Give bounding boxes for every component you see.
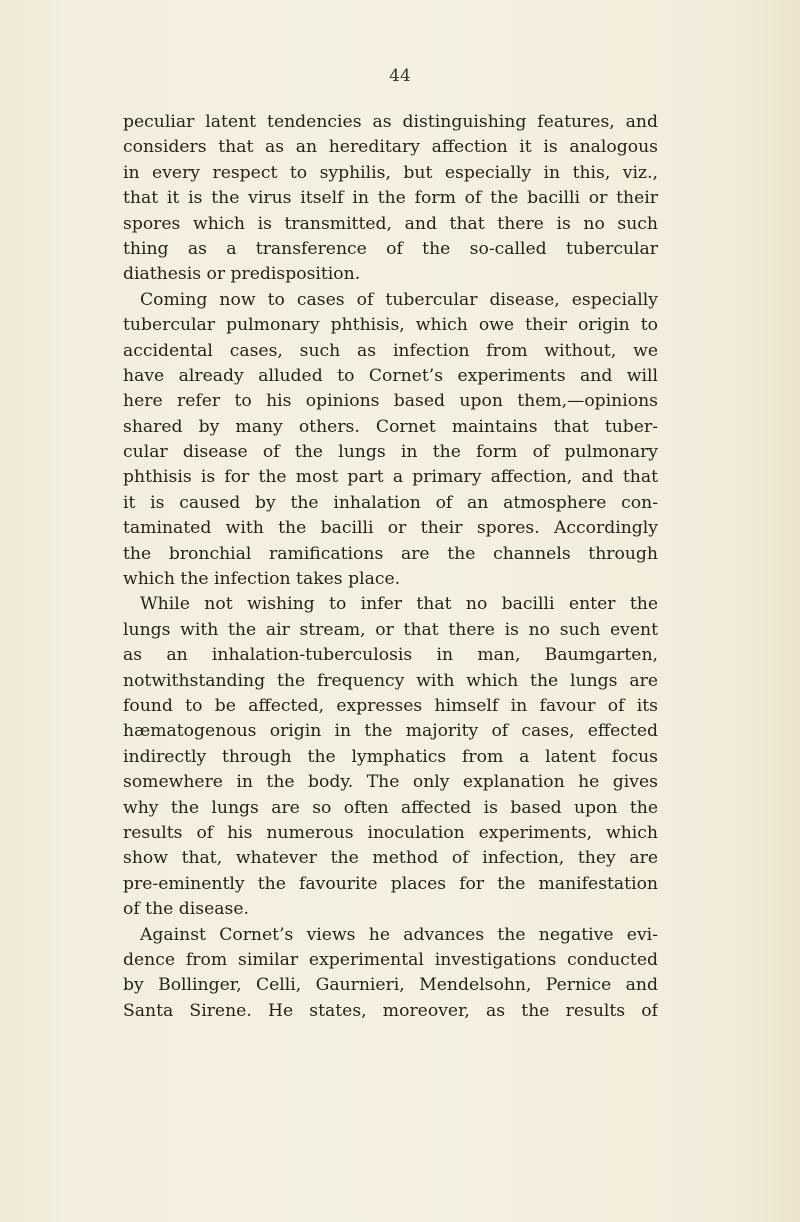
text-line: which the infection takes place. xyxy=(123,569,401,590)
text-line: tubercular pulmonary phthisis, which owe their origin to xyxy=(123,315,658,336)
text-line: dence from similar experimental investigations conducted xyxy=(123,949,658,970)
text-line: lungs with the air stream, or that there is no such event xyxy=(123,619,658,640)
text-line: taminated with the bacilli or their spores. Accordingly xyxy=(123,518,658,539)
text-line: Coming now to cases of tubercular disease, especially xyxy=(140,289,658,310)
text-line: show that, whatever the method of infection, they are xyxy=(123,848,658,869)
text-line: indirectly through the lymphatics from a latent focus xyxy=(123,746,658,767)
text-line: in every respect to syphilis, but especially in this, viz., xyxy=(123,162,658,183)
text-line: the bronchial ramifications are the channels through xyxy=(123,543,658,564)
text-line: thing as a transference of the so-called tubercular xyxy=(123,238,658,259)
text-line: hæmatogenous origin in the majority of cases, effected xyxy=(123,721,658,742)
text-line: here refer to his opinions based upon them,—opinions xyxy=(123,391,658,412)
text-line: pre-eminently the favourite places for the manifestation xyxy=(123,873,658,894)
body-text xyxy=(123,110,658,1024)
text-line: considers that as an hereditary affection it is analogous xyxy=(123,137,658,158)
text-line: notwithstanding the frequency with which the lungs are xyxy=(123,670,658,691)
text-line: of the disease. xyxy=(123,899,249,920)
text-line: diathesis or predisposition. xyxy=(123,264,361,285)
text-line: Santa Sirene. He states, moreover, as the results of xyxy=(123,1000,658,1021)
text-line: accidental cases, such as infection from without, we xyxy=(123,340,658,361)
text-line: phthisis is for the most part a primary affection, and that xyxy=(123,467,658,488)
text-line: peculiar latent tendencies as distinguishing features, and xyxy=(123,112,658,132)
text-line: shared by many others. Cornet maintains that tuber- xyxy=(123,416,658,437)
text-line: it is caused by the inhalation of an atmosphere con- xyxy=(123,492,658,513)
text-line: While not wishing to infer that no bacilli enter the xyxy=(140,594,658,615)
text-line: that it is the virus itself in the form of the bacilli or their xyxy=(123,188,658,209)
text-line: somewhere in the body. The only explanation he gives xyxy=(123,772,658,793)
text-line: why the lungs are so often affected is based upon the xyxy=(123,797,658,818)
page-number: 44 xyxy=(389,66,411,86)
text-line: found to be affected, expresses himself in favour of its xyxy=(123,695,658,716)
text-line: spores which is transmitted, and that there is no such xyxy=(123,213,658,234)
text-line: cular disease of the lungs in the form of pulmonary xyxy=(123,442,658,463)
text-line: results of his numerous inoculation experiments, which xyxy=(123,822,658,843)
text-line: Against Cornet’s views he advances the negative evi- xyxy=(140,924,658,945)
text-line: have already alluded to Cornet’s experiments and will xyxy=(123,365,658,386)
text-line: by Bollinger, Celli, Gaurnieri, Mendelsohn, Pernice and xyxy=(123,975,658,996)
text-line: as an inhalation-tuberculosis in man, Baumgarten, xyxy=(123,645,658,666)
